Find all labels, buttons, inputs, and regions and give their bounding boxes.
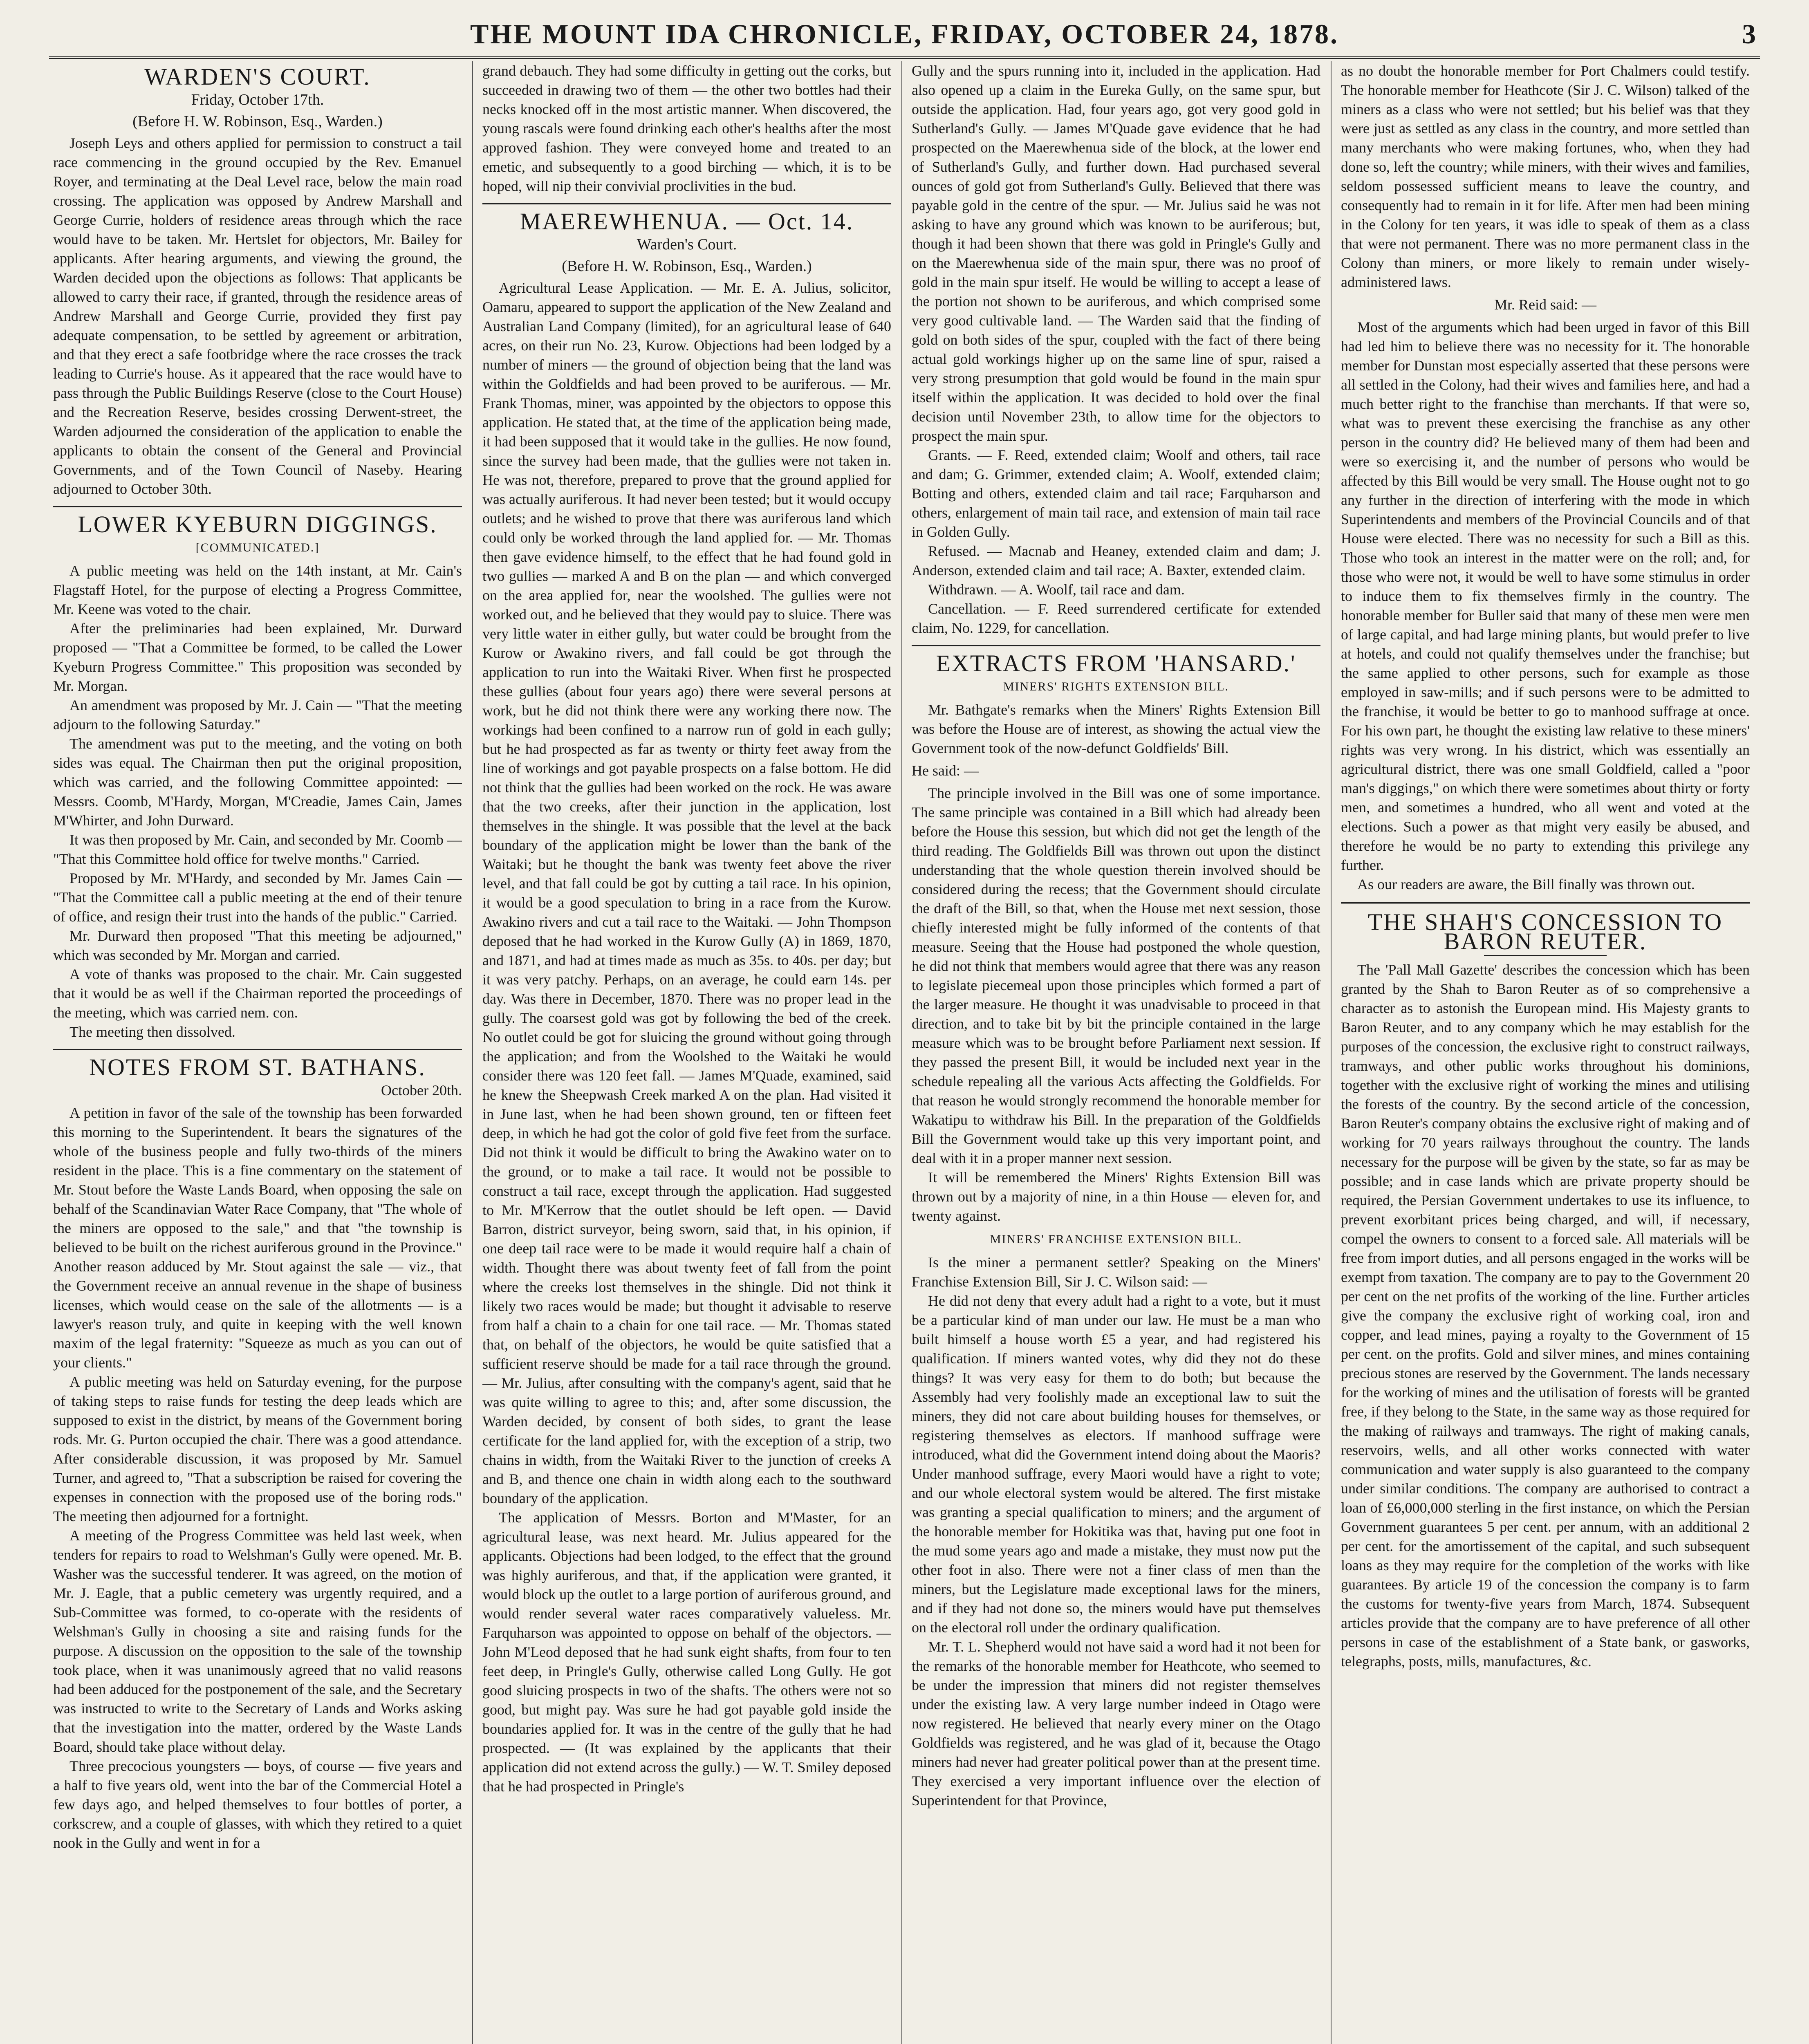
paragraph: A public meeting was held on Saturday evening, for the purpose of taking steps to raise funds for testing the deep leads which are supposed to exist in the district, by means of the Government boring rods. Mr. G. Purton occupied the chair. There was a good attendance. After considerable discussion, it was proposed by Mr. Samuel Turner, and agreed to, "That a subscription be raised for covering the expenses in connection with the proposed use of the boring rods." The meeting then adjourned for a fortnight. — [53, 1374, 462, 1524]
masthead-title: THE MOUNT IDA CHRONICLE, FRIDAY, OCTOBER 24, 1878. — [470, 18, 1339, 49]
paragraph: A public meeting was held on the 14th instant, at Mr. Cain's Flagstaff Hotel, for the purpose of electing a Progress Committee, Mr. Keene was voted to the chair. — [53, 563, 462, 617]
article-heading-shahs-concession: THE SHAH'S CONCESSION TO BARON REUTER. — [1367, 909, 1723, 955]
speaker-label: Mr. Reid said: — — [1494, 296, 1596, 313]
subheading: MINERS' FRANCHISE EXTENSION BILL. — [990, 1233, 1242, 1246]
page-number: 3 — [1742, 18, 1756, 49]
byline: (Before H. W. Robinson, Esq., Warden.) — [562, 258, 812, 275]
paragraph: A vote of thanks was proposed to the chair. Mr. Cain suggested that it would be as well if the Chairman reported the proceedings of the meeting, which was carried nem. con. — [53, 966, 462, 1021]
paragraph: The application of Messrs. Borton and M'Master, for an agricultural lease, was next heard. Mr. Julius appeared for the applicants. Objections had been lodged, to the effect that the ground was highly auriferous, and that, if the application were granted, it would block up the outlet to a large portion of auriferous ground, and would render several water races comparatively valueless. Mr. Farquharson was appointed to oppose on behalf of the objectors. — John M'Leod deposed that he had sunk eight shafts, from four to ten feet deep, in Pringle's Gully, otherwise called Long Gully. He got good sluicing prospects in two of the shafts. The others were not so good, but might pay. Was sure he had got payable gold inside the boundaries applied for. It was in the centre of the gully that he had prospected. — (It was explained by the applicants that their application did not extend across the gully.) — W. T. Smiley deposed that he had prospected in Pringle's — [482, 1509, 891, 1795]
article-heading-wardens-court: WARDEN'S COURT. — [144, 63, 371, 90]
paragraph: Joseph Leys and others applied for permission to construct a tail race commencing in the ground occupied by the Rev. Emanuel Royer, and terminating at the Deal Level race, below the main road crossing. The application was opposed by Andrew Marshall and George Currie, holders of residence areas through which the race would have to be taken. Mr. Hertslet for objectors, Mr. Bailey for applicants. After hearing arguments, and viewing the ground, the Warden decided upon the objections as follows: That applicants be allowed to carry their race, if granted, through the residence areas of Andrew Marshall and George Currie, provided they first pay adequate compensation, to be settled by agreement or arbitration, and that they erect a safe footbridge where the race crosses the track leading to Currie's house. As it appeared that the race would have to pass through the Public Buildings Reserve (close to the Court House) and the Recreation Reserve, besides crossing Derwent-street, the Warden adjourned the consideration of the application to enable the applicants to obtain the consent of the General and Provincial Governments, and of the Town Council of Naseby. Hearing adjourned to October 30th. — [53, 135, 462, 497]
divider — [482, 203, 891, 204]
paragraph: Refused. — Macnab and Heaney, extended claim and dam; J. Anderson, extended claim and tail race; A. Baxter, extended claim. — [912, 543, 1320, 578]
speaker-label: He said: — — [912, 762, 979, 779]
subheading: Warden's Court. — [637, 236, 737, 253]
column-divider — [901, 61, 902, 2044]
paragraph: He did not deny that every adult had a right to a vote, but it must be a particular kind of man under our law. He must be a man who built himself a house worth £5 a year, and had registered his qualification. If miners wanted votes, why did they not do these things? It was very easy for them to do both; but because the Assembly had very foolishly made an exceptional law to suit the miners, they did not care about building houses for themselves, or registering themselves as electors. If manhood suffrage were introduced, what did the Government intend doing about the Maoris? Under manhood suffrage, every Maori would have a right to vote; and our whole electoral system would be altered. The first mistake was granting a special qualification to miners; and the argument of the honorable member for Hokitika was that, having put one foot in the mud some years ago and made a mistake, they must now put the other foot in also. There were not a finer class of men than the miners, but the Legislature made exceptional laws for the miners, and if they had not done so, the miners would have put themselves on the electoral roll under the ordinary qualification. — [912, 1293, 1320, 1636]
column-divider — [1331, 61, 1332, 2044]
paragraph: After the preliminaries had been explained, Mr. Durward proposed — "That a Committee be formed, to be called the Lower Kyeburn Progress Committee." This proposition was seconded by Mr. Morgan. — [53, 620, 462, 694]
paragraph: as no doubt the honorable member for Port Chalmers could testify. The honorable member for Heathcote (Sir J. C. Wilson) talked of the miners as a class who were not settled; but his belief was that they were just as settled as any class in the country, and more settled than many merchants who were making fortunes, who, when they had done so, left the country; while miners, with their wives and families, seldom possessed sufficient means to leave the country, and consequently had to remain in it for life. After men had been mining in the Colony for ten years, it was idle to speak of them as a class that were not permanent. There was no more permanent class in the Colony than miners, or more likely to remain under wisely-administered laws. — [1341, 63, 1750, 290]
dateline: October 20th. — [381, 1082, 462, 1098]
subheading: MINERS' RIGHTS EXTENSION BILL. — [1003, 680, 1229, 693]
paragraph: Mr. T. L. Shepherd would not have said a word had it not been for the remarks of the honorable member for Heathcote, who seemed to be under the impression that miners did not register themselves under the existing law. A very large number indeed in Otago were now registered. He believed that nearly every miner on the Otago Goldfields was registered, and he was glad of it, because the Otago miners had never had greater political power than at the present time. They exercised a very important influence over the election of Superintendent for that Province, — [912, 1638, 1320, 1809]
paragraph: A petition in favor of the sale of the township has been forwarded this morning to the Superintendent. It bears the signatures of the whole of the business people and fully two-thirds of the miners resident in the place. This is a fine commentary on the statement of Mr. Stout before the Waste Lands Board, when opposing the sale on behalf of the Scandinavian Water Race Company, that "The whole of the miners are opposed to the sale," and that "the township is believed to be built on the richest auriferous ground in the Province." Another reason adduced by Mr. Stout against the sale — viz., that the Government receive an annual revenue in the shape of business licenses, which would cease on the sale of the allotments — is a lawyer's reason truly, and quite in keeping with the well known maxim of the legal fraternity: "Squeeze as much as you can out of your clients." — [53, 1105, 462, 1371]
byline: (Before H. W. Robinson, Esq., Warden.) — [132, 113, 383, 130]
paragraph: A meeting of the Progress Committee was held last week, when tenders for repairs to road to Welshman's Gully were opened. Mr. B. Washer was the successful tenderer. It was agreed, on the motion of Mr. J. Eagle, that a public cemetery was urgently required, and a Sub-Committee was formed, to co-operate with the residents of Welshman's Gully in choosing a site and raising funds for the purpose. A discussion on the opposition to the sale of the township took place, when it was unanimously agreed that no valid reasons had been adduced for the postponement of the sale, and the Secretary was instructed to write to the Secretary of Lands and Works asking that the investigation into the matter, ordered by the Waste Lands Board, should take place without delay. — [53, 1527, 462, 1755]
divider — [1341, 902, 1750, 904]
paragraph: It was then proposed by Mr. Cain, and seconded by Mr. Coomb — "That this Committee hold office for twelve months." Carried. — [53, 831, 462, 867]
paragraph: Grants. — F. Reed, extended claim; Woolf and others, tail race and dam; G. Grimmer, extended claim; A. Woolf, extended claim; Botting and others, extended claim and tail race; Farquharson and others, enlargement of main tail race, and extension of main tail race in Golden Gully. — [912, 447, 1320, 540]
column-3 — [912, 61, 1320, 2044]
communicated-note: [COMMUNICATED.] — [195, 541, 320, 554]
paragraph: Mr. Durward then proposed "That this meeting be adjourned," which was seconded by Mr. Morgan and carried. — [53, 928, 462, 963]
paragraph: Most of the arguments which had been urged in favor of this Bill had led him to believe there was no necessity for it. The honorable member for Dunstan most especially asserted that these persons were all settled in the Colony, had their wives and families here, and had a much better right to the franchise than merchants. If that were so, what was to prevent these exercising the franchise as any other person in the country did? He believed many of them had been and were so exercising it, and the number of persons who would be affected by this Bill would be very small. The House ought not to go any further in the direction of interfering with the mode in which Superintendents and members of the Provincial Councils and of that House were elected. There was no necessity for such a Bill as this. Those who took an interest in the matter were on the roll; and, for those who were not, it would be well to have some stimulus in order to induce them to fix themselves firmly in the country. The honorable member for Buller said that many of these men were men of large capital, and had large mining plants, but would prefer to live at hotels, and could not qualify themselves under the franchise; but the same applied to other persons, such for example as those employed in saw-mills; and if such persons were to be admitted to the franchise, it would be better to go to manhood suffrage at once. For his own part, he thought the existing law relative to these miners' rights was very wrong. In his district, which was essentially an agricultural district, there was one small Goldfield, called a "poor man's diggings," on which there were sometimes about thirty or forty men, and sometimes a hundred, who all went and voted at the elections. Such a power as that might very easily be abused, and therefore he would be no party to extending this privilege any further. — [1341, 319, 1750, 873]
article-heading-lower-kyeburn: LOWER KYEBURN DIGGINGS. — [78, 511, 437, 538]
column-4 — [1341, 61, 1750, 2044]
paragraph: Proposed by Mr. M'Hardy, and seconded by Mr. James Cain — "That the Committee call a public meeting at the end of their tenure of office, and resign their trust into the hands of the public." Carried. — [53, 870, 462, 925]
article-heading-maerewhenua: MAEREWHENUA. — Oct. 14. — [520, 208, 854, 235]
paragraph: Agricultural Lease Application. — Mr. E. A. Julius, solicitor, Oamaru, appeared to support the application of the New Zealand and Australian Land Company (limited), for an agricultural lease of 640 acres, on their run No. 23, Kurow. Objections had been lodged by a number of miners — the ground of objection being that the land was within the Goldfields and had been proved to be auriferous. — Mr. Frank Thomas, miner, was appointed by the objectors to oppose this application. He stated that, at the time of the application being made, it had been supposed that it would take in the gullies. He now found, since the survey had been made, that the gullies were not taken in. He was not, therefore, prepared to prove that the ground applied for was actually auriferous. It had never been tested; but it would occupy outlets; and he wished to prove that there was auriferous land which could only be worked through the land applied for. — Mr. Thomas then gave evidence himself, to the effect that he had found gold in two gullies — marked A and B on the plan — and which converged on the area applied for, near the woolshed. The gullies were not worked out, and he believed that they would pay to sluice. There was very little water in either gully, but water could be brought from the Kurow or Awakino rivers, and fall could be got through the application to run into the Waitaki River. When first he prospected these gullies (about four years ago) there were several persons at work, but he did not think there were any working there now. The workings had been confined to a narrow run of gold in each gully; but he had prospected as far as twenty or thirty feet away from the line of workings and got payable prospects on a false bottom. He did not think that the gullies had been worked on the rock. He was aware that the two creeks, after their junction in the application, lost themselves in the shingle. It was possible that the level at the back boundary of the application might be lower than the bank of the Waitaki; but he thought the bank was twenty feet above the river level, and that fall could be got by cutting a tail race. In his opinion, it would be a good speculation to bring in a race from the Kurow. Awakino rivers and cut a tail race to the Waitaki. — John Thompson deposed that he had worked in the Kurow Gully (A) in 1869, 1870, and 1871, and had at times made as much as 35s. to 40s. per day; but it was very patchy. Perhaps, on an average, he could earn 14s. per day. Was there in December, 1870. There was no proper lead in the gully. The coarsest gold was got by following the bed of the creek. No outlet could be got for sluicing the ground without going through the application; and from the Woolshed to the Waitaki he would consider there was 120 feet fall. — James M'Quade, examined, said he knew the Sheepwash Creek marked A on the plan. Had visited it in June last, when he had been shown ground, ten or fifteen feet deep, in which he had got the color of gold five feet from the surface. Did not think it would be difficult to bring the Awakino water on to the ground, or to make a tail race. It would not be possible to construct a tail race, except through the application. Had suggested to Mr. M'Kerrow that the outlet should be left open. — David Barron, district surveyor, being sworn, said that, in his opinion, if one deep tail race were to be made it would require half a chain of width. Thought there was about twenty feet of fall from the point where the creeks lost themselves in the shingle. Did not think it likely two races would be made; but thought it advisable to reserve from half a chain to a chain for one tail race. — Mr. Thomas stated that, on behalf of the objectors, he would be quite satisfied that a sufficient reserve should be made for a tail race through the ground. — Mr. Julius, after consulting with the company's agent, said that he was quite willing to agree to this; and, after some discussion, the Warden decided, by consent of both sides, to grant the lease certificate for the land applied for, with the exception of a strip, two chains in width, from the Waitaki River to the junction of creeks A and B, and thence one chain in width along each to the southward boundary of the application. — [482, 280, 891, 1506]
paragraph: As our readers are aware, the Bill finally was thrown out. — [1357, 876, 1695, 892]
paragraph: Mr. Bathgate's remarks when the Miners' Rights Extension Bill was before the House are of interest, as showing the actual view the Government took of the now-defunct Goldfields' Bill. — [912, 702, 1320, 756]
divider — [912, 645, 1320, 646]
divider — [53, 506, 462, 507]
masthead — [49, 7, 1760, 59]
article-heading-st-bathans: NOTES FROM ST. BATHANS. — [89, 1054, 426, 1080]
paragraph: Three precocious youngsters — boys, of course — five years and a half to five years old, went into the bar of the Commercial Hotel a few days ago, and helped themselves to four bottles of porter, a corkscrew, and a couple of glasses, with which they retired to a quiet nook in the Gully and went in for a — [53, 1758, 462, 1851]
divider — [53, 1049, 462, 1050]
paragraph: The amendment was put to the meeting, and the voting on both sides was equal. The Chairman then put the original proposition, which was carried, and the following Committee appointed: — Messrs. Coomb, M'Hardy, Morgan, M'Creadie, James Cain, James M'Whirter, and John Durward. — [53, 735, 462, 829]
paragraph: The 'Pall Mall Gazette' describes the concession which has been granted by the Shah to Baron Reuter as of so comprehensive a character as to astonish the European mind. His Majesty grants to Baron Reuter, and to any company which he may establish for the purposes of the concession, the exclusive right to construct railways, tramways, and other public works throughout his dominions, together with the exclusive right of working the mines and utilising the forests of the country. By the second article of the concession, Baron Reuter's company obtains the exclusive right of making and of working for 70 years railways throughout the country. The lands necessary for the purpose will be given by the state, so far as may be possible; and in case lands which are private property should be required, the Persian Government undertakes to use its influence, to prevent exorbitant prices being charged, and will, if necessary, compel the owners to consent to a forced sale. All materials will be free from import duties, and all persons engaged in the works will be exempt from taxation. The company are to pay to the Government 20 per cent on the net profits of the working of the line. Further articles give the company the exclusive right of working coal, iron and copper, and lead mines, paying a royalty to the Government of 15 per cent. on the profits. Gold and silver mines, and mines containing precious stones are reserved by the Government. The lands necessary for the working of mines and the utilisation of forests will be granted free, if they belong to the State, in the same way as those required for the making of railways and tramways. The right of making canals, reservoirs, wells, and all other works connected with water communication and water supply is also guaranteed to the company under similar conditions. The company are authorised to contract a loan of £6,000,000 sterling in the first instance, on which the Persian Government guarantees 5 per cent. per annum, with an additional 2 per cent. for the amortissement of the capital, and such subsequent loans as they may require for the completion of the works with like guarantees. By article 19 of the concession the company is to farm the customs for twenty-five years from March, 1874. Subsequent articles provide that the company are to have preference of all other persons in case of the establishment of a State bank, or gasworks, telegraphs, posts, mills, manufactures, &c. — [1341, 961, 1750, 1670]
paragraph: grand debauch. They had some difficulty in getting out the corks, but succeeded in drawing two of them — the other two bottles had their necks knocked off in the most artistic manner. When discovered, the young rascals were found drinking each other's healths after the most approved fashion. They were conveyed home and treated to an emetic, and subsequently to a good birching — which, it is to be hoped, will nip their convivial proclivities in the bud. — [482, 63, 891, 194]
paragraph: The meeting then dissolved. — [69, 1024, 235, 1040]
column-1 — [53, 61, 462, 2044]
dateline: Friday, October 17th. — [191, 91, 324, 108]
article-heading-hansard: EXTRACTS FROM 'HANSARD.' — [936, 650, 1296, 677]
paragraph: It will be remembered the Miners' Rights Extension Bill was thrown out by a majority of nine, in a thin House — eleven for, and twenty against. — [912, 1169, 1320, 1224]
paragraph: Withdrawn. — A. Woolf, tail race and dam. — [928, 581, 1185, 598]
divider — [1484, 955, 1607, 956]
paragraph: Cancellation. — F. Reed surrendered certificate for extended claim, No. 1229, for cancellation. — [912, 601, 1320, 636]
paragraph: The principle involved in the Bill was one of some importance. The same principle was contained in a Bill which had already been before the House this session, but which did not get the length of the third reading. The Goldfields Bill was thrown out upon the distinct understanding that the whole question therein involved should be considered during the recess; that the Government should circulate the draft of the Bill, so that, when the House met next session, those chiefly interested might be fully informed of the contents of that measure. Seeing that the House had postponed the whole question, he did not think that members would agree that there was any reason to legislate piecemeal upon those principles which formed a part of the larger measure. He thought it was unadvisable to proceed in that direction, and to take bit by bit the principle contained in the large measure which was to be brought before Parliament next session. If they passed the present Bill, it would be included next year in the schedule repealing all the various Acts affecting the Goldfields. For that reason he would strongly recommend the honorable member for Wakatipu to withdraw his Bill. In the preparation of the Goldfields Bill the Government would take up this very important point, and deal with it in a proper manner next session. — [912, 785, 1320, 1166]
column-divider — [472, 61, 473, 2044]
paragraph: Gully and the spurs running into it, included in the application. Had also opened up a claim in the Eureka Gully, on the same spur, but outside the application. Had, four years ago, got very good gold in Sutherland's Gully. — James M'Quade gave evidence that he had prospected on the Maerewhenua side of the block, at the lower end of Sutherland's Gully, and further down. Had purchased several ounces of gold got from Sutherland's Gully. Believed that there was payable gold in the centre of the spur. — Mr. Julius said he was not asking to have any ground which was known to be auriferous; but, though it had been shown that there was gold in Pringle's Gully and on the Maerewhenua side of the main spur, there was no proof of gold in the main spur itself. He would be willing to accept a lease of the portion not shown to be auriferous, and which comprised some very good cultivable land. — The Warden said that the finding of gold on both sides of the spur, coupled with the fact of there being actual gold workings higher up on the same line of spur, raised a very strong presumption that gold would be found in the main spur itself within the application. It was decided to hold over the final decision until November 23th, to allow time for the objectors to prospect the main spur. — [912, 63, 1320, 444]
paragraph: An amendment was proposed by Mr. J. Cain — "That the meeting adjourn to the following Saturday." — [53, 697, 462, 733]
paragraph: Is the miner a permanent settler? Speaking on the Miners' Franchise Extension Bill, Sir J. C. Wilson said: — — [912, 1254, 1320, 1290]
column-2 — [482, 61, 891, 2044]
